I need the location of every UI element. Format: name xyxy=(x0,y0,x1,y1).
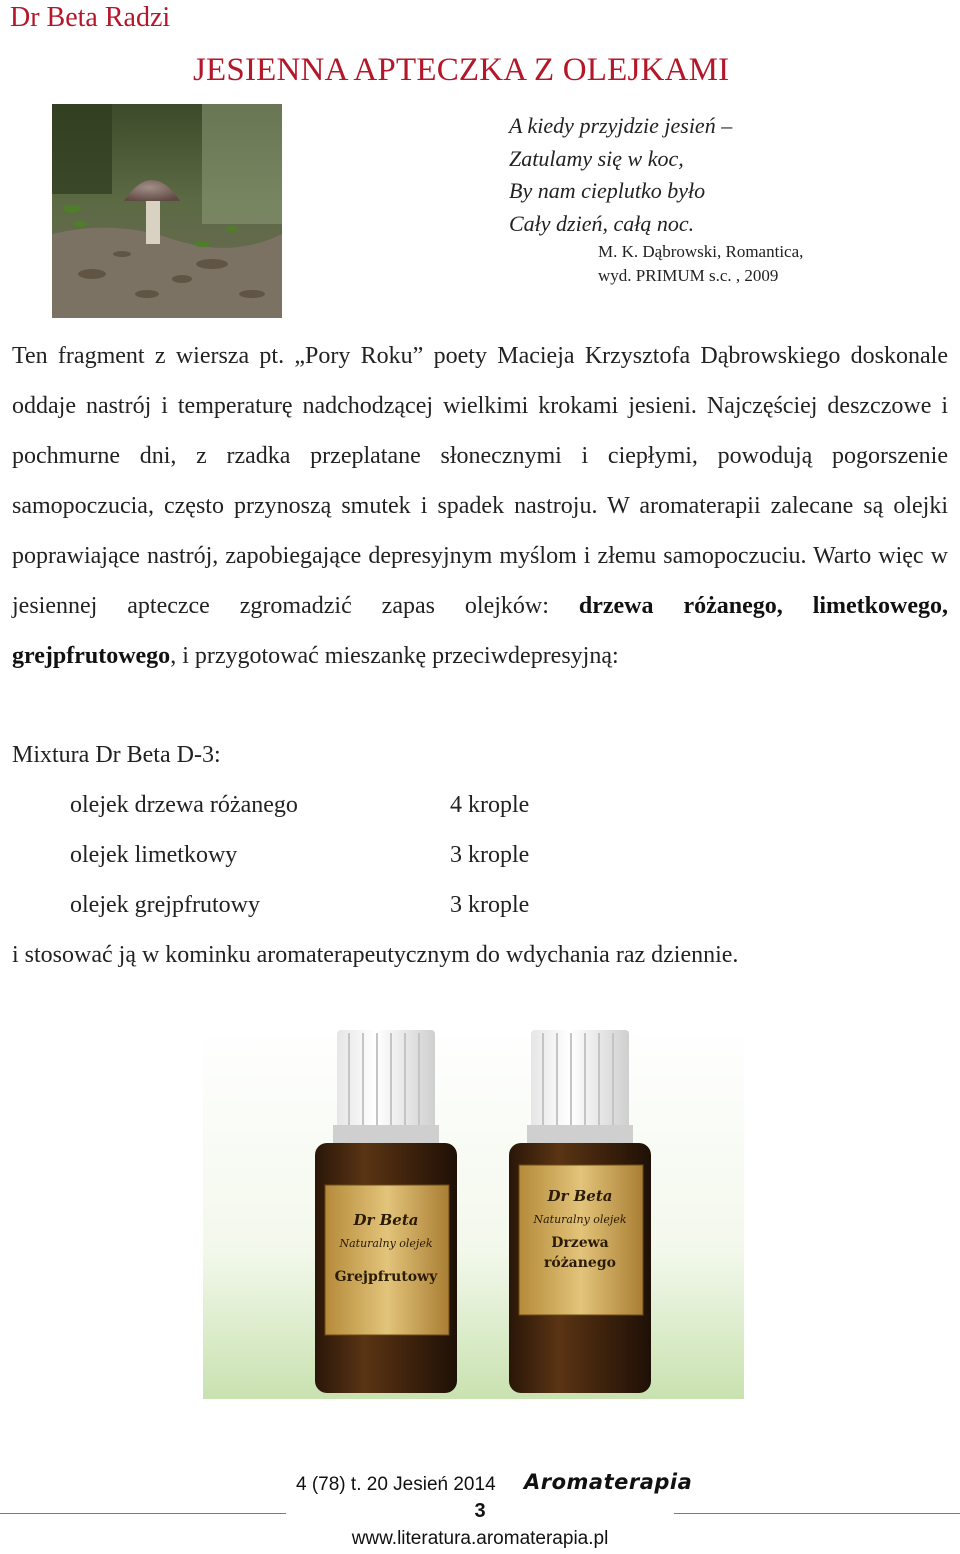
poem-line: By nam cieplutko było xyxy=(509,178,706,203)
recipe-list xyxy=(70,780,670,930)
citation-line: M. K. Dąbrowski, Romantica, xyxy=(598,242,804,261)
paragraph-text: Ten fragment z wiersza pt. „Pory Roku” poety Macieja Krzysztofa Dąbrowskiego doskonale oddaje nastrój i temperaturę nadchodzącej wielkimi krokami jesieni. Najczęściej deszczowe i pochmurne dni, z rzadka przeplatane słonecznymi i ciepłymi, powodują pogorszenie samopoczucia, często przynoszą smutek i spadek nastroju. W aromaterapii zalecane są olejki poprawiające nastrój, zapobiegające depresyjnym myślom i złemu samopoczuciu. Warto więc w jesiennej apteczce zgromadzić zapas olejków: xyxy=(12,343,948,619)
product-photo xyxy=(203,1025,744,1399)
recipe-quantity: 3 krople xyxy=(450,842,530,868)
footer-issue: 4 (78) t. 20 Jesień 2014 xyxy=(296,1474,496,1495)
poem-line: Cały dzień, całą noc. xyxy=(509,210,695,236)
paragraph-text-end: , i przygotować mieszankę przeciwdepresyjną: xyxy=(170,643,619,669)
paragraph-bold-oils: drzewa różanego, limetkowego, grejpfrutowego xyxy=(12,593,949,669)
recipe-ingredient: olejek grejpfrutowy xyxy=(70,892,260,918)
article-title: JESIENNA APTECZKA Z OLEJKAMI xyxy=(193,52,730,88)
recipe-row xyxy=(70,880,670,930)
right-bottle-brand: Dr Beta xyxy=(547,1187,613,1205)
footer-url: www.literatura.aromaterapia.pl xyxy=(351,1528,609,1549)
recipe-ingredient: olejek drzewa różanego xyxy=(70,792,298,818)
recipe-quantity: 3 krople xyxy=(450,892,530,918)
right-bottle-line3: różanego xyxy=(544,1255,616,1271)
page-number: 3 xyxy=(474,1500,486,1522)
recipe-quantity: 4 krople xyxy=(450,792,530,818)
poem-line: Zatulamy się w koc, xyxy=(509,145,684,171)
poem-line: A kiedy przyjdzie jesień – xyxy=(509,113,733,138)
right-bottle-line1: Naturalny olejek xyxy=(533,1213,627,1226)
poem-excerpt xyxy=(509,110,732,240)
closing-sentence: i stosować ją w kominku aromaterapeutycznym do wdychania raz dziennie. xyxy=(12,942,739,968)
left-bottle-line1: Naturalny olejek xyxy=(339,1237,433,1250)
footer-brand-logo: Aromaterapia xyxy=(524,1470,693,1494)
left-bottle-line2: Grejpfrutowy xyxy=(334,1269,438,1285)
right-bottle-line2: Drzewa xyxy=(551,1235,609,1251)
recipe-ingredient: olejek limetkowy xyxy=(70,842,238,868)
recipe-row xyxy=(70,780,670,830)
poem-citation xyxy=(598,240,803,288)
recipe-row xyxy=(70,830,670,880)
citation-line: wyd. PRIMUM s.c. , 2009 xyxy=(598,266,779,285)
mixture-label: Mixtura Dr Beta D-3: xyxy=(12,742,221,768)
site-header: Dr Beta Radzi xyxy=(10,2,171,33)
article-paragraph xyxy=(12,331,948,681)
left-bottle-brand: Dr Beta xyxy=(353,1211,419,1229)
mushroom-photo xyxy=(52,104,282,318)
